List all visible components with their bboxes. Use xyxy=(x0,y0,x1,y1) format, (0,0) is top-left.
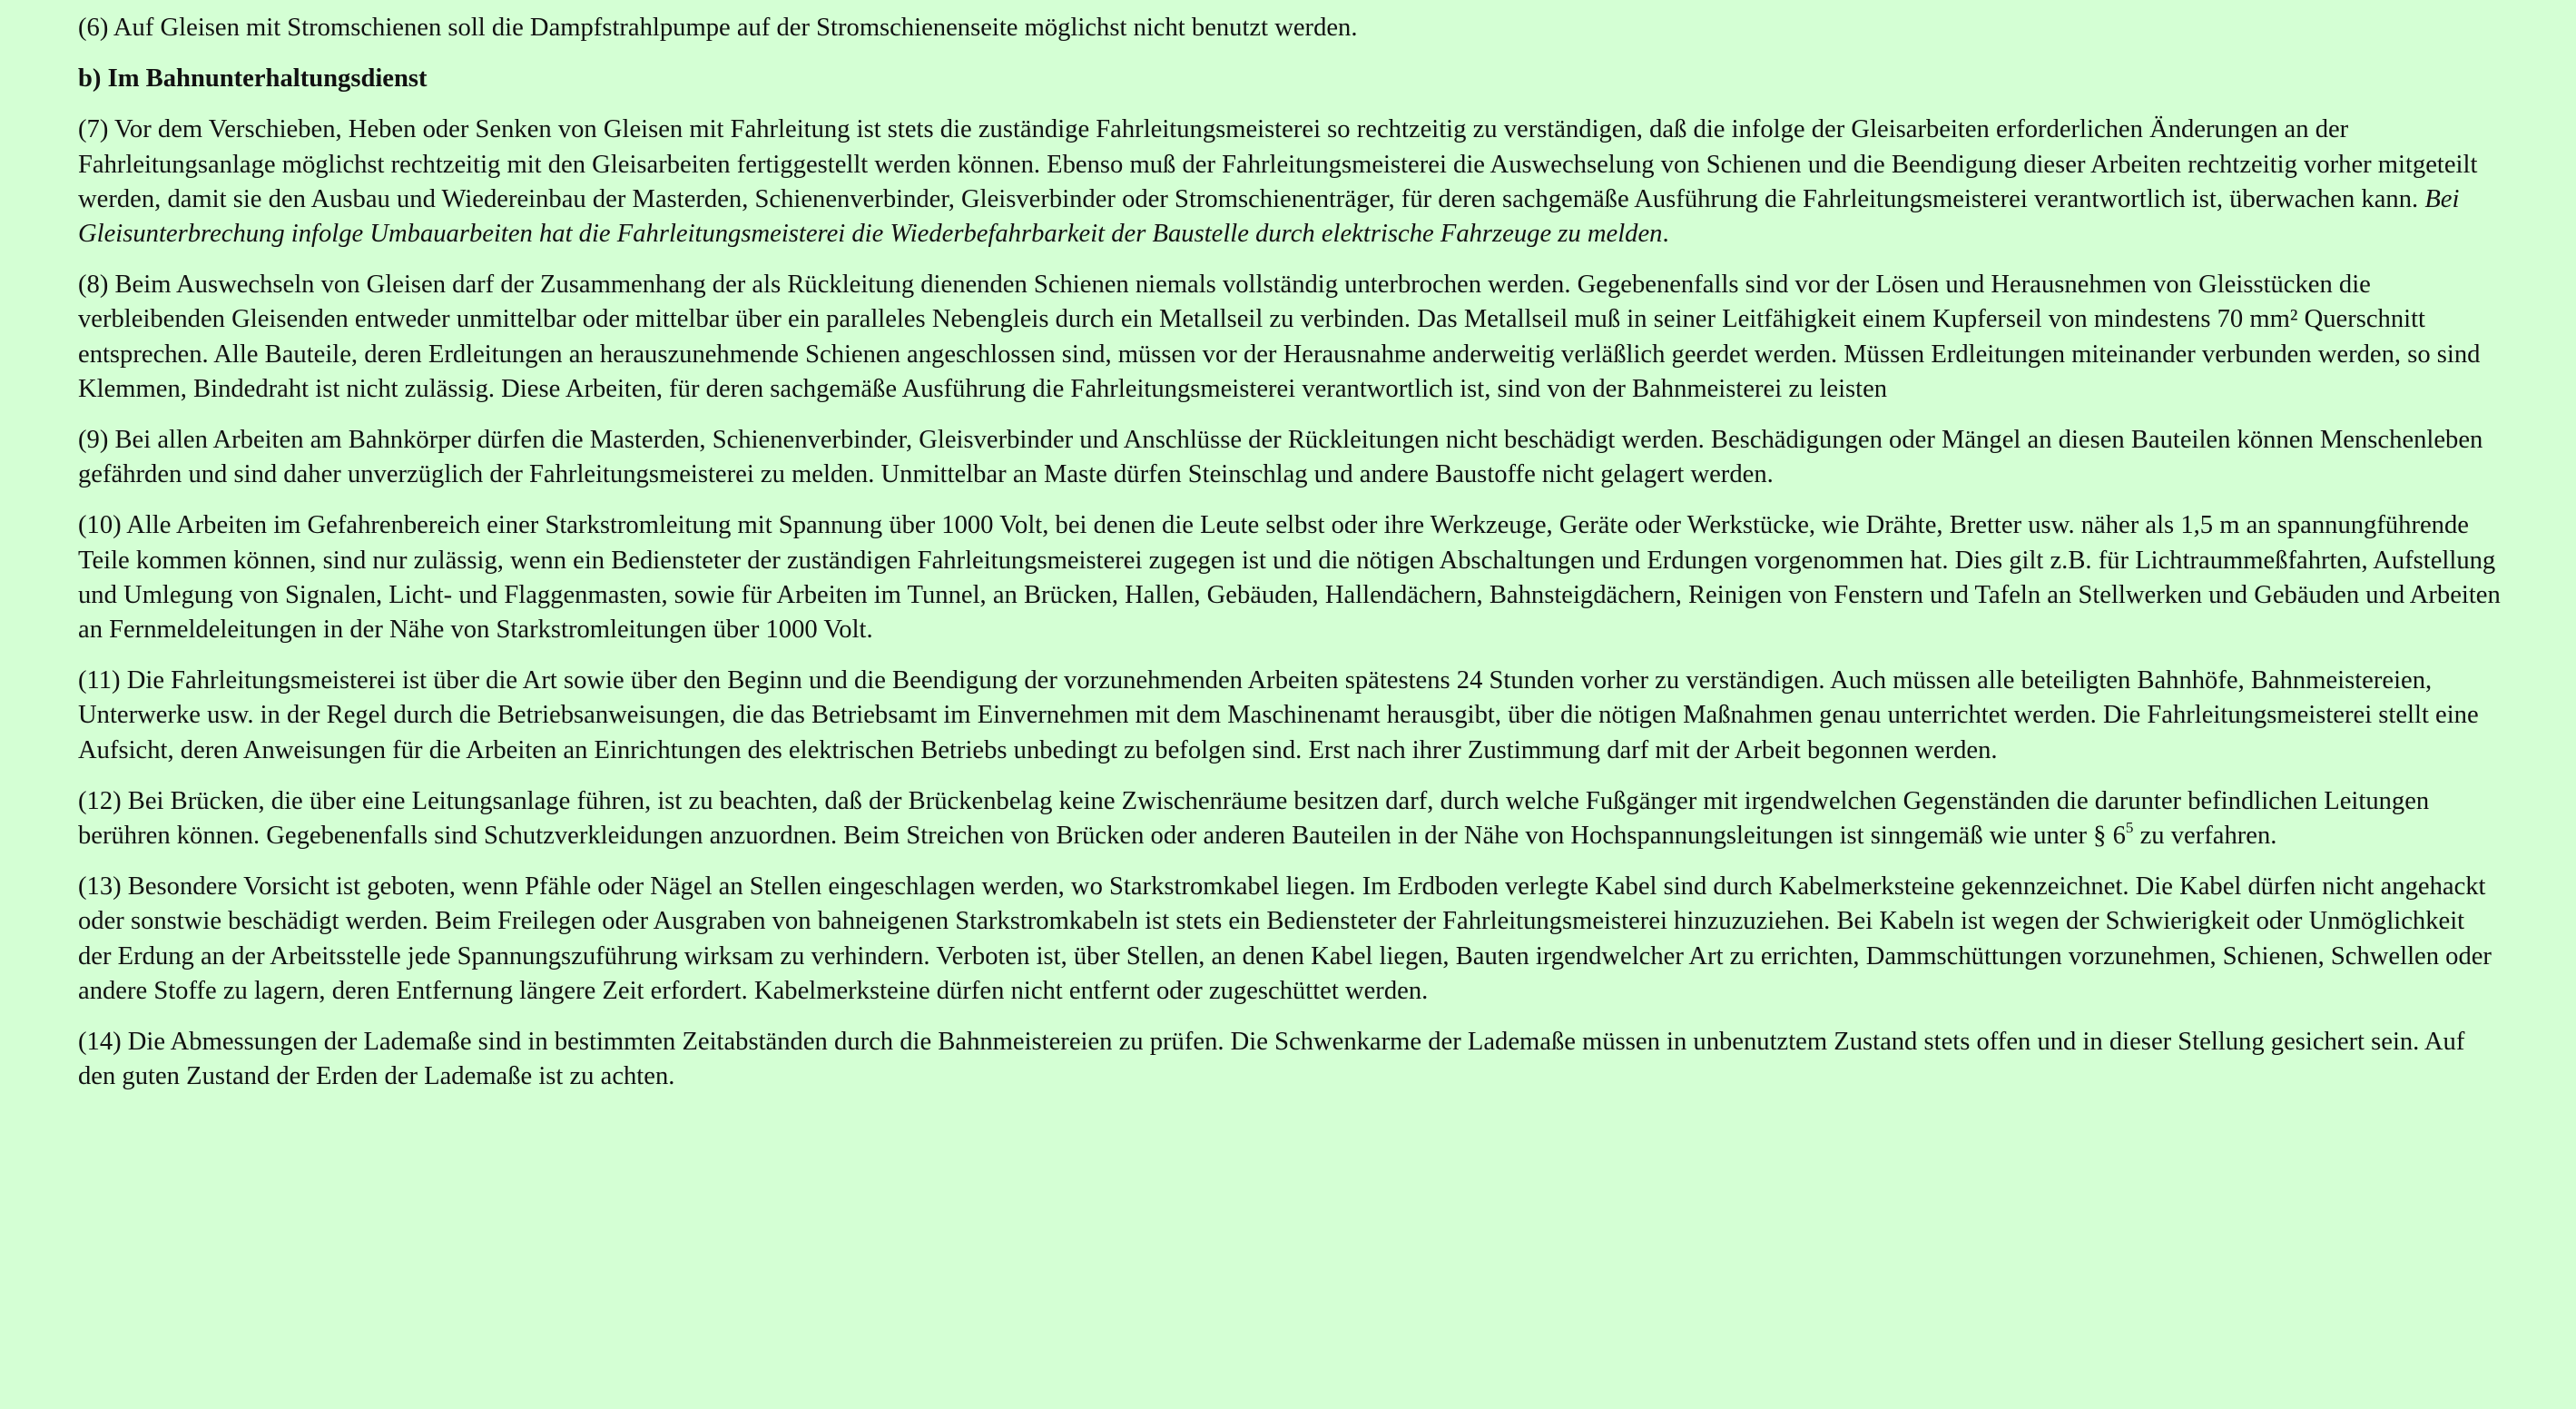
section-heading-b: b) Im Bahnunterhaltungsdienst xyxy=(78,64,428,94)
paragraph-7-text: (7) Vor dem Verschieben, Heben oder Senken von Gleisen mit Fahrleitung ist stets die zuständige Fahrleitungsmeisterei so rechtzeitig zu verständigen, daß die infolge der Gleisarbeiten erforderlichen Änderungen an der Fahrleitungsanlage möglichst rechtzeitig mit den Gleisarbeiten fertiggestellt werden können. Ebenso muß der Fahrleitungsmeisterei die Auswechselung von Schienen und die Beendigung dieser Arbeiten rechtzeitig vorher mitgeteilt werden, damit sie den Ausbau und Wiedereinbau der Masterden, Schienenverbinder, Gleisverbinder oder Stromschienenträger, für deren sachgemäße Ausführung die Fahrleitungsmeisterei verantwortlich ist, überwachen kann. xyxy=(78,115,2478,213)
paragraph-12-text: (12) Bei Brücken, die über eine Leitungsanlage führen, ist zu beachten, daß der Brückenbelag keine Zwischenräume besitzen darf, durch welche Fußgänger mit irgendwelchen Gegenständen die darunter befindlichen Leitungen berühren können. Gegebenenfalls sind Schutzverkleidungen anzuordnen. Beim Streichen von Brücken oder anderen Bauteilen in der Nähe von Hochspannungsleitungen ist sinngemäß wie unter § 6 xyxy=(78,786,2430,851)
paragraph-12-superscript: 5 xyxy=(2125,819,2134,837)
paragraph-12 xyxy=(78,784,2503,853)
paragraph-7-italic: Bei Gleisunterbrechung infolge Umbauarbeiten hat die Fahrleitungsmeisterei die Wiederbefahrbarkeit der Baustelle durch elektrische Fahrzeuge zu melden xyxy=(78,184,2460,249)
paragraph-9: (9) Bei allen Arbeiten am Bahnkörper dürfen die Masterden, Schienenverbinder, Gleisverbinder und Anschlüsse der Rückleitungen nicht beschädigt werden. Beschädigungen oder Mängel an diesen Bauteilen können Menschenleben gefährden und sind daher unverzüglich der Fahrleitungsmeisterei zu melden. Unmittelbar an Maste dürfen Steinschlag und andere Baustoffe nicht gelagert werden. xyxy=(78,426,2483,489)
paragraph-10: (10) Alle Arbeiten im Gefahrenbereich einer Starkstromleitung mit Spannung über 1000 Volt, bei denen die Leute selbst oder ihre Werkzeuge, Geräte oder Werkstücke, wie Drähte, Bretter usw. näher als 1,5 m an spannungführende Teile kommen können, sind nur zulässig, wenn ein Bediensteter der zuständigen Fahrleitungsmeisterei zugegen ist und die nötigen Abschaltungen und Erdungen vorgenommen hat. Dies gilt z.B. für Lichtraummeßfahrten, Aufstellung und Umlegung von Signalen, Licht- und Flaggenmasten, sowie für Arbeiten im Tunnel, an Brücken, Hallen, Gebäuden, Hallendächern, Bahnsteigdächern, Reinigen von Fenstern und Tafeln an Stellwerken und Gebäuden und Arbeiten an Fernmeldeleitungen in der Nähe von Starkstromleitungen über 1000 Volt. xyxy=(78,511,2501,645)
paragraph-14: (14) Die Abmessungen der Lademaße sind in bestimmten Zeitabständen durch die Bahnmeistereien zu prüfen. Die Schwenkarme der Lademaße müssen in unbenutztem Zustand stets offen und in dieser Stellung gesichert sein. Auf den guten Zustand der Erden der Lademaße ist zu achten. xyxy=(78,1028,2465,1091)
paragraph-6: (6) Auf Gleisen mit Stromschienen soll die Dampfstrahlpumpe auf der Stromschienenseite möglichst nicht benutzt werden. xyxy=(78,14,1358,42)
paragraph-11: (11) Die Fahrleitungsmeisterei ist über die Art sowie über den Beginn und die Beendigung der vorzunehmenden Arbeiten spätestens 24 Stunden vorher zu verständigen. Auch müssen alle beteiligten Bahnhöfe, Bahnmeistereien, Unterwerke usw. in der Regel durch die Betriebsanweisungen, die das Betriebsamt im Einvernehmen mit dem Maschinenamt herausgibt, über die nötigen Maßnahmen genau unterrichtet werden. Die Fahrleitungsmeisterei stellt eine Aufsicht, deren Anweisungen für die Arbeiten an Einrichtungen des elektrischen Betriebs unbedingt zu befolgen sind. Erst nach ihrer Zustimmung darf mit der Arbeit begonnen werden. xyxy=(78,666,2479,764)
paragraph-8: (8) Beim Auswechseln von Gleisen darf der Zusammenhang der als Rückleitung dienenden Schienen niemals vollständig unterbrochen werden. Gegebenenfalls sind vor der Lösen und Herausnehmen von Gleisstücken die verbleibenden Gleisenden entweder unmittelbar oder mittelbar über ein paralleles Nebengleis durch ein Metallseil zu verbinden. Das Metallseil muß in seiner Leitfähigkeit einem Kupferseil von mindestens 70 mm² Querschnitt entsprechen. Alle Bauteile, deren Erdleitungen an herauszunehmende Schienen angeschlossen sind, müssen vor der Herausnahme anderweitig verläßlich geerdet werden. Müssen Erdleitungen miteinander verbunden werden, so sind Klemmen, Bindedraht ist nicht zulässig. Diese Arbeiten, für deren sachgemäße Ausführung die Fahrleitungsmeisterei verantwortlich ist, sind von der Bahnmeisterei zu leisten xyxy=(78,271,2481,403)
paragraph-12-end: zu verfahren. xyxy=(2133,822,2277,851)
paragraph-7 xyxy=(78,113,2503,251)
paragraph-7-end: . xyxy=(1662,220,1669,249)
paragraph-13: (13) Besondere Vorsicht ist geboten, wenn Pfähle oder Nägel an Stellen eingeschlagen werden, wo Starkstromkabel liegen. Im Erdboden verlegte Kabel sind durch Kabelmerksteine gekennzeichnet. Die Kabel dürfen nicht angehackt oder sonstwie beschädigt werden. Beim Freilegen oder Ausgraben von bahneigenen Starkstromkabeln ist stets ein Bediensteter der Fahrleitungsmeisterei hinzuzuziehen. Bei Kabeln ist wegen der Schwierigkeit oder Unmöglichkeit der Erdung an der Arbeitsstelle jede Spannungszuführung wirksam zu verhindern. Verboten ist, über Stellen, an denen Kabel liegen, Bauten irgendwelcher Art zu errichten, Dammschüttungen vorzunehmen, Schienen, Schwellen oder andere Stoffe zu lagern, deren Entfernung längere Zeit erfordert. Kabelmerksteine dürfen nicht entfernt oder zugeschüttet werden. xyxy=(78,872,2492,1005)
